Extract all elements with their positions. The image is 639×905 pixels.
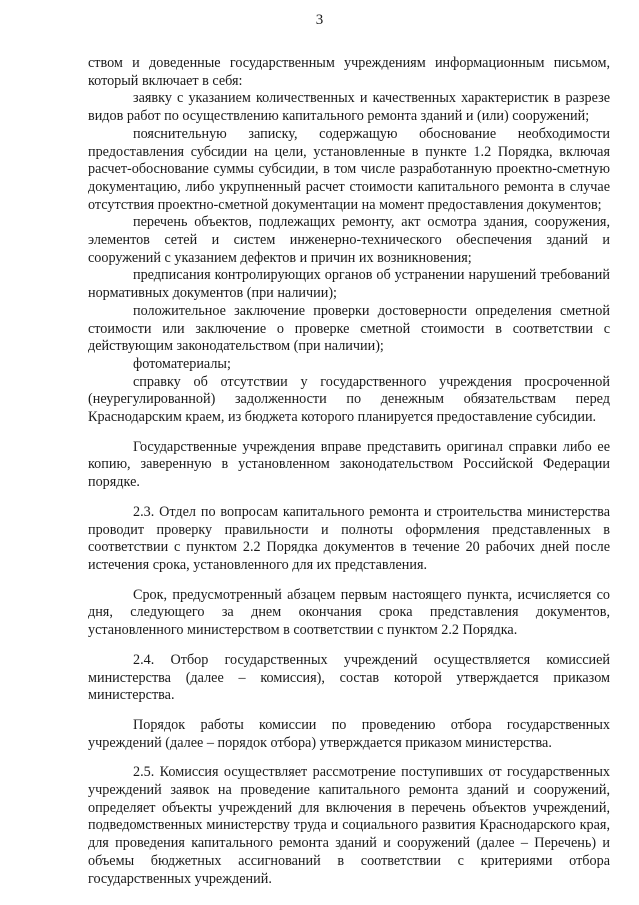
paragraph-deadline: Срок, предусмотренный абзацем первым настоящего пункта, исчисляется со дня, следующего за днем окончания срока представления документов, установленного министерством в соответствии с пунктом 2.2 Порядка. <box>88 586 610 639</box>
paragraph-2-5: 2.5. Комиссия осуществляет рассмотрение поступивших от государственных учреждений заявок на проведение капитального ремонта зданий и сооружений, определяет объекты учреждений для включения в перечень объектов учреждений, подведомственных министерству труда и социального развития Краснодарского края, для проведения капитального ремонта зданий и сооружений (далее – Перечень) и объемы бюджетных ассигнований в соответствии с критериями отбора государственных учреждений. <box>88 764 610 887</box>
paragraph-2-4: 2.4. Отбор государственных учреждений осуществляется комиссией министерства (далее – комиссия), состав которой утверждается приказом министерства. <box>88 651 610 704</box>
list-item-explanatory-note: пояснительную записку, содержащую обоснование необходимости предоставления субсидии на цели, установленные в пункте 1.2 Порядка, включая расчет-обоснование суммы субсидии, в том числе разработанную проектно-сметную документацию, либо укрупненный расчет стоимости капитального ремонта в случае отсутствия проектно-сметной документации на момент предоставления документов; <box>88 125 610 213</box>
document-body <box>88 55 610 888</box>
list-item-debt-certificate: справку об отсутствии у государственного учреждения просроченной (неурегулированной) задолженности по денежным обязательствам перед Краснодарским краем, из бюджета которого планируется предоставление субсидии. <box>88 373 610 426</box>
list-item-application: заявку с указанием количественных и качественных характеристик в разрезе видов работ по осуществлению капитального ремонта зданий и (или) сооружений; <box>88 90 610 125</box>
list-item-positive-conclusion: положительное заключение проверки достоверности определения сметной стоимости или заключение о проверке сметной стоимости в соответствии с действующим законодательством (при наличии); <box>88 302 610 355</box>
paragraph-commission-procedure: Порядок работы комиссии по проведению отбора государственных учреждений (далее – порядок отбора) утверждается приказом министерства. <box>88 716 610 751</box>
list-item-photos: фотоматериалы; <box>133 355 231 372</box>
list-item-object-list: перечень объектов, подлежащих ремонту, акт осмотра здания, сооружения, элементов сетей и систем инженерно-технического обеспечения зданий и сооружений с указанием дефектов и причин их возникновения; <box>88 214 610 266</box>
paragraph-intro: ством и доведенные государственным учреждениям информационным письмом, который включает в себя: <box>88 55 610 89</box>
page-number: 3 <box>315 12 324 28</box>
paragraph-original-certificate: Государственные учреждения вправе представить оригинал справки либо ее копию, заверенную в установленном законодательством Российской Федерации порядке. <box>88 438 610 491</box>
paragraph-2-3: 2.3. Отдел по вопросам капитального ремонта и строительства министерства проводит проверку правильности и полноты оформления представленных в соответствии с пунктом 2.2 Порядка документов в течение 20 рабочих дней после истечения срока, установленного для их представления. <box>88 503 610 573</box>
list-item-prescriptions: предписания контролирующих органов об устранении нарушений требований нормативных документов (при наличии); <box>88 267 610 302</box>
